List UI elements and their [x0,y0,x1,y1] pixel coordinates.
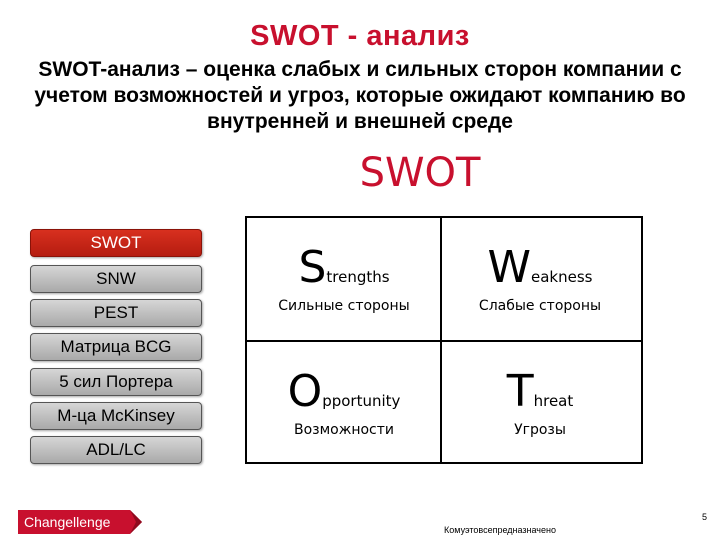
swot-matrix [245,216,643,464]
cell-weakness [443,218,637,340]
logo-text: Changellenge [24,514,111,530]
cell-strengths [247,218,441,340]
threat-ru-label: Угрозы [514,422,566,438]
menu-item-porter-five-forces[interactable]: 5 сил Портера [30,368,202,396]
changellenge-logo [18,510,142,534]
threat-rest: hreat [533,392,574,410]
menu-item-adl-lc[interactable]: ADL/LC [30,436,202,464]
cell-threat [443,342,637,464]
weakness-initial: W [487,242,532,293]
definition-text: SWOT-анализ – оценка слабых и сильных сторон компании с учетом возможностей и угроз, которые ожидают компанию во внутренней и внешней среде [34,58,686,133]
opportunity-ru-label: Возможности [293,422,395,438]
threat-initial: T [506,366,534,417]
weakness-rest: eakness [531,268,593,286]
strengths-initial: S [298,242,327,293]
page-number: 5 [702,512,708,522]
strengths-rest: trengths [326,268,390,286]
cell-opportunity [247,342,441,464]
menu-item-pest[interactable]: PEST [30,299,202,327]
strengths-ru-label: Сильные стороны [278,298,410,314]
menu-item-swot[interactable]: SWOT [30,229,202,257]
menu-item-bcg-matrix[interactable]: Матрица BCG [30,333,202,361]
footer-note: Комуэтовсепредназначено [444,525,556,535]
opportunity-rest: pportunity [322,392,401,410]
menu-item-snw[interactable]: SNW [30,265,202,293]
swot-heading: SWOT [359,150,481,196]
menu-item-mckinsey-matrix[interactable]: М-ца McKinsey [30,402,202,430]
page-title: SWOT - анализ [250,20,470,52]
opportunity-initial: O [287,366,323,417]
weakness-ru-label: Слабые стороны [478,298,602,314]
